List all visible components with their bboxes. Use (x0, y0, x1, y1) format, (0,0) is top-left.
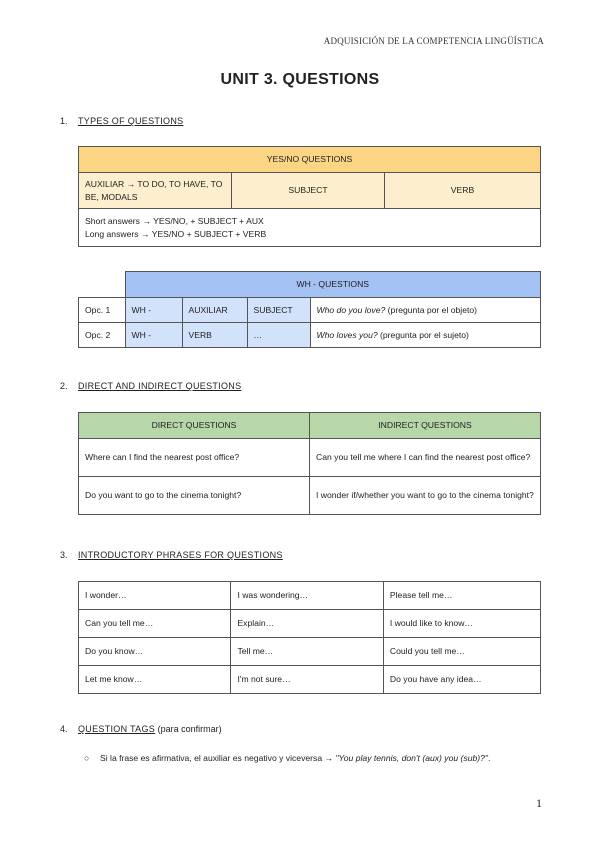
bullet-rule: Si la frase es afirmativa, el auxiliar es negativo y viceversa → (100, 753, 336, 763)
option-label: Opc. 1 (79, 298, 126, 323)
page-number: 1 (536, 796, 542, 810)
wh-cell: WH - (125, 323, 182, 348)
section-label: TYPES OF QUESTIONS (78, 116, 184, 126)
answers-cell (79, 209, 541, 247)
phrase-cell: Can you tell me… (79, 610, 231, 638)
verb-cell: VERB (385, 173, 541, 209)
section-number: 2. (60, 381, 68, 391)
section-4-heading (60, 724, 222, 734)
direct-indirect-table (78, 412, 541, 515)
indirect-header: INDIRECT QUESTIONS (310, 413, 541, 439)
phrase-cell: Tell me… (231, 638, 383, 666)
phrase-cell: I was wondering… (231, 582, 383, 610)
section-3-heading (60, 550, 283, 560)
short-answers: Short answers → YES/NO, + SUBJECT + AUX (85, 215, 264, 226)
phrase-cell: Let me know… (79, 666, 231, 694)
running-header: ADQUISICIÓN DE LA COMPETENCIA LINGÜÍSTICA (323, 36, 544, 46)
section-suffix: (para confirmar) (155, 724, 222, 734)
example-cell (310, 323, 541, 348)
section-number: 4. (60, 724, 68, 734)
bullet-example: "You play tennis, don't (aux) you (sub)?" (335, 753, 488, 763)
direct-question-cell: Where can I find the nearest post office? (79, 439, 310, 477)
direct-header: DIRECT QUESTIONS (79, 413, 310, 439)
section-label: INTRODUCTORY PHRASES FOR QUESTIONS (78, 550, 283, 560)
phrase-cell: Could you tell me… (383, 638, 540, 666)
example-note: (pregunta por el objeto) (385, 304, 478, 315)
page-title: UNIT 3. QUESTIONS (220, 71, 380, 88)
indirect-question-cell: I wonder if/whether you want to go to the cinema tonight? (310, 477, 541, 515)
subject-cell: SUBJECT (247, 298, 310, 323)
example-question: Who do you love? (316, 304, 386, 315)
question-tags-bullet (84, 750, 554, 766)
bullet-text (100, 750, 554, 766)
bullet-circle-icon: ○ (84, 753, 90, 763)
example-cell (310, 298, 541, 323)
section-number: 1. (60, 116, 68, 126)
indirect-question-cell: Can you tell me where I can find the nearest post office? (310, 439, 541, 477)
example-note: (pregunta por el sujeto) (377, 329, 469, 340)
introductory-phrases-table (78, 581, 541, 694)
subject-cell: SUBJECT (232, 173, 385, 209)
phrase-cell: I'm not sure… (231, 666, 383, 694)
phrase-cell: Explain… (231, 610, 383, 638)
long-answers: Long answers → YES/NO + SUBJECT + VERB (85, 228, 267, 239)
direct-question-cell: Do you want to go to the cinema tonight? (79, 477, 310, 515)
wh-cell: WH - (125, 298, 182, 323)
auxiliar-cell: AUXILIAR → TO DO, TO HAVE, TO BE, MODALS (79, 173, 232, 209)
bullet-end: . (487, 753, 491, 763)
section-1-heading (60, 116, 183, 126)
section-label: DIRECT AND INDIRECT QUESTIONS (78, 381, 242, 391)
wh-questions-table (78, 271, 541, 348)
phrase-cell: Do you have any idea… (383, 666, 540, 694)
phrase-cell: I wonder… (79, 582, 231, 610)
verb-cell: VERB (182, 323, 247, 348)
phrase-cell: Please tell me… (383, 582, 540, 610)
ellipsis-cell: … (247, 323, 310, 348)
section-label: QUESTION TAGS (78, 724, 156, 734)
example-question: Who loves you? (316, 329, 378, 340)
yes-no-questions-table (78, 146, 541, 247)
auxiliar-cell: AUXILIAR (182, 298, 247, 323)
empty-corner (79, 272, 126, 298)
wh-heading: WH - QUESTIONS (125, 272, 541, 298)
phrase-cell: I would like to know… (383, 610, 540, 638)
phrase-cell: Do you know… (79, 638, 231, 666)
section-number: 3. (60, 550, 68, 560)
section-2-heading (60, 381, 241, 391)
yes-no-heading: YES/NO QUESTIONS (79, 147, 541, 173)
option-label: Opc. 2 (79, 323, 126, 348)
